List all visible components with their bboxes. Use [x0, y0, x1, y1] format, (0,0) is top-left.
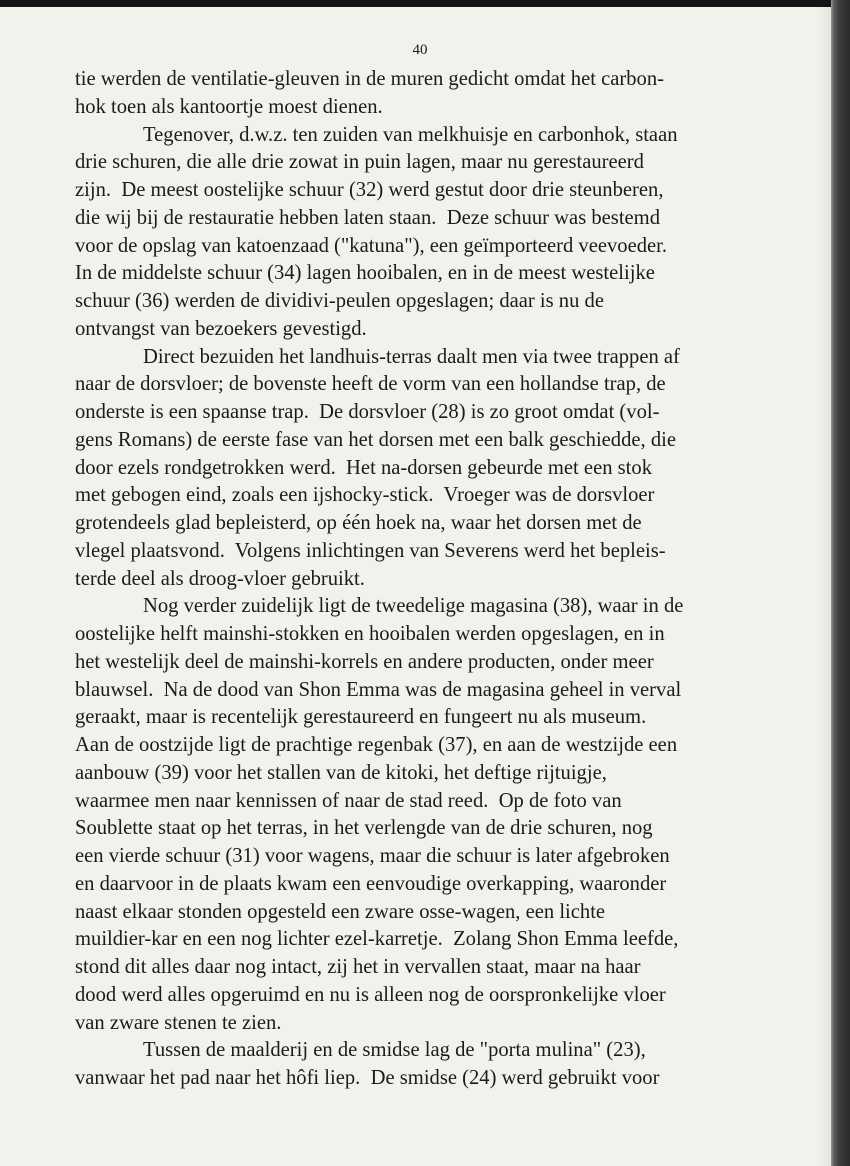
- body-text: [75, 66, 815, 1093]
- text-line: zijn. De meest oostelijke schuur (32) werd gestut door drie steunberen,: [75, 179, 664, 201]
- text-line: gens Romans) de eerste fase van het dorsen met een balk geschiedde, die: [75, 428, 676, 451]
- page-edge-shadow: [817, 7, 831, 1166]
- text-line: aanbouw (39) voor het stallen van de kitoki, het deftige rijtuigje,: [75, 761, 607, 784]
- text-line: vanwaar het pad naar het hôfi liep. De smidse (24) werd gebruikt voor: [75, 1067, 660, 1089]
- text-line: tie werden de ventilatie-gleuven in de muren gedicht omdat het carbon-: [75, 68, 664, 90]
- text-line: Tegenover, d.w.z. ten zuiden van melkhuisje en carbonhok, staan: [143, 123, 678, 146]
- text-line: het westelijk deel de mainshi-korrels en andere producten, onder meer: [75, 650, 654, 673]
- text-line: Nog verder zuidelijk ligt de tweedelige magasina (38), waar in de: [143, 595, 684, 618]
- text-line: voor de opslag van katoenzaad ("katuna"), een geïmporteerd veevoeder.: [75, 234, 668, 257]
- text-line: van zware stenen te zien.: [75, 1011, 282, 1034]
- text-line: geraakt, maar is recentelijk gerestaureerd en fungeert nu als museum.: [75, 706, 647, 729]
- paragraph: [75, 1037, 815, 1093]
- text-line: schuur (36) werden de dividivi-peulen opgeslagen; daar is nu de: [75, 290, 604, 312]
- text-line: met gebogen eind, zoals een ijshocky-stick. Vroeger was de dorsvloer: [75, 484, 655, 507]
- page-number: 40: [412, 42, 428, 58]
- text-line: vlegel plaatsvond. Volgens inlichtingen van Severens werd het bepleis-: [75, 539, 666, 562]
- text-line: die wij bij de restauratie hebben laten staan. Deze schuur was bestemd: [75, 206, 660, 229]
- text-line: ontvangst van bezoekers gevestigd.: [75, 317, 367, 340]
- scan-right-edge: [831, 0, 850, 1166]
- text-line: muildier-kar en een nog lichter ezel-karretje. Zolang Shon Emma leefde,: [75, 928, 679, 951]
- text-line: naar de dorsvloer; de bovenste heeft de vorm van een hollandse trap, de: [75, 373, 666, 396]
- text-line: door ezels rondgetrokken werd. Het na-dorsen gebeurde met een stok: [75, 456, 652, 479]
- paragraph: [75, 593, 815, 1037]
- text-line: onderste is een spaanse trap. De dorsvloer (28) is zo groot omdat (vol-: [75, 401, 660, 423]
- text-line: oostelijke helft mainshi-stokken en hooibalen werden opgeslagen, en in: [75, 623, 665, 645]
- text-line: hok toen als kantoortje moest dienen.: [75, 95, 383, 118]
- text-line: dood werd alles opgeruimd en nu is alleen nog de oorspronkelijke vloer: [75, 983, 666, 1006]
- paragraph: [75, 122, 815, 344]
- paragraph: [75, 66, 815, 122]
- text-line: In de middelste schuur (34) lagen hooibalen, en in de meest westelijke: [75, 262, 655, 285]
- text-line: Direct bezuiden het landhuis-terras daalt men via twee trappen af: [143, 345, 680, 368]
- text-line: stond dit alles daar nog intact, zij het in vervallen staat, maar na haar: [75, 956, 641, 978]
- text-line: waarmee men naar kennissen of naar de stad reed. Op de foto van: [75, 789, 622, 812]
- text-line: drie schuren, die alle drie zowat in puin lagen, maar nu gerestaureerd: [75, 151, 644, 174]
- paragraph: [75, 344, 815, 594]
- scan-top-edge: [0, 0, 850, 7]
- text-line: terde deel als droog-vloer gebruikt.: [75, 567, 365, 590]
- text-line: een vierde schuur (31) voor wagens, maar die schuur is later afgebroken: [75, 845, 670, 867]
- text-line: Aan de oostzijde ligt de prachtige regenbak (37), en aan de westzijde een: [75, 734, 678, 756]
- text-line: blauwsel. Na de dood van Shon Emma was de magasina geheel in verval: [75, 678, 682, 701]
- text-line: grotendeels glad bepleisterd, op één hoek na, waar het dorsen met de: [75, 512, 642, 534]
- text-line: Soublette staat op het terras, in het verlengde van de drie schuren, nog: [75, 817, 653, 840]
- text-line: naast elkaar stonden opgesteld een zware osse-wagen, een lichte: [75, 900, 606, 923]
- text-line: Tussen de maalderij en de smidse lag de "porta mulina" (23),: [143, 1039, 646, 1062]
- text-line: en daarvoor in de plaats kwam een eenvoudige overkapping, waaronder: [75, 872, 667, 895]
